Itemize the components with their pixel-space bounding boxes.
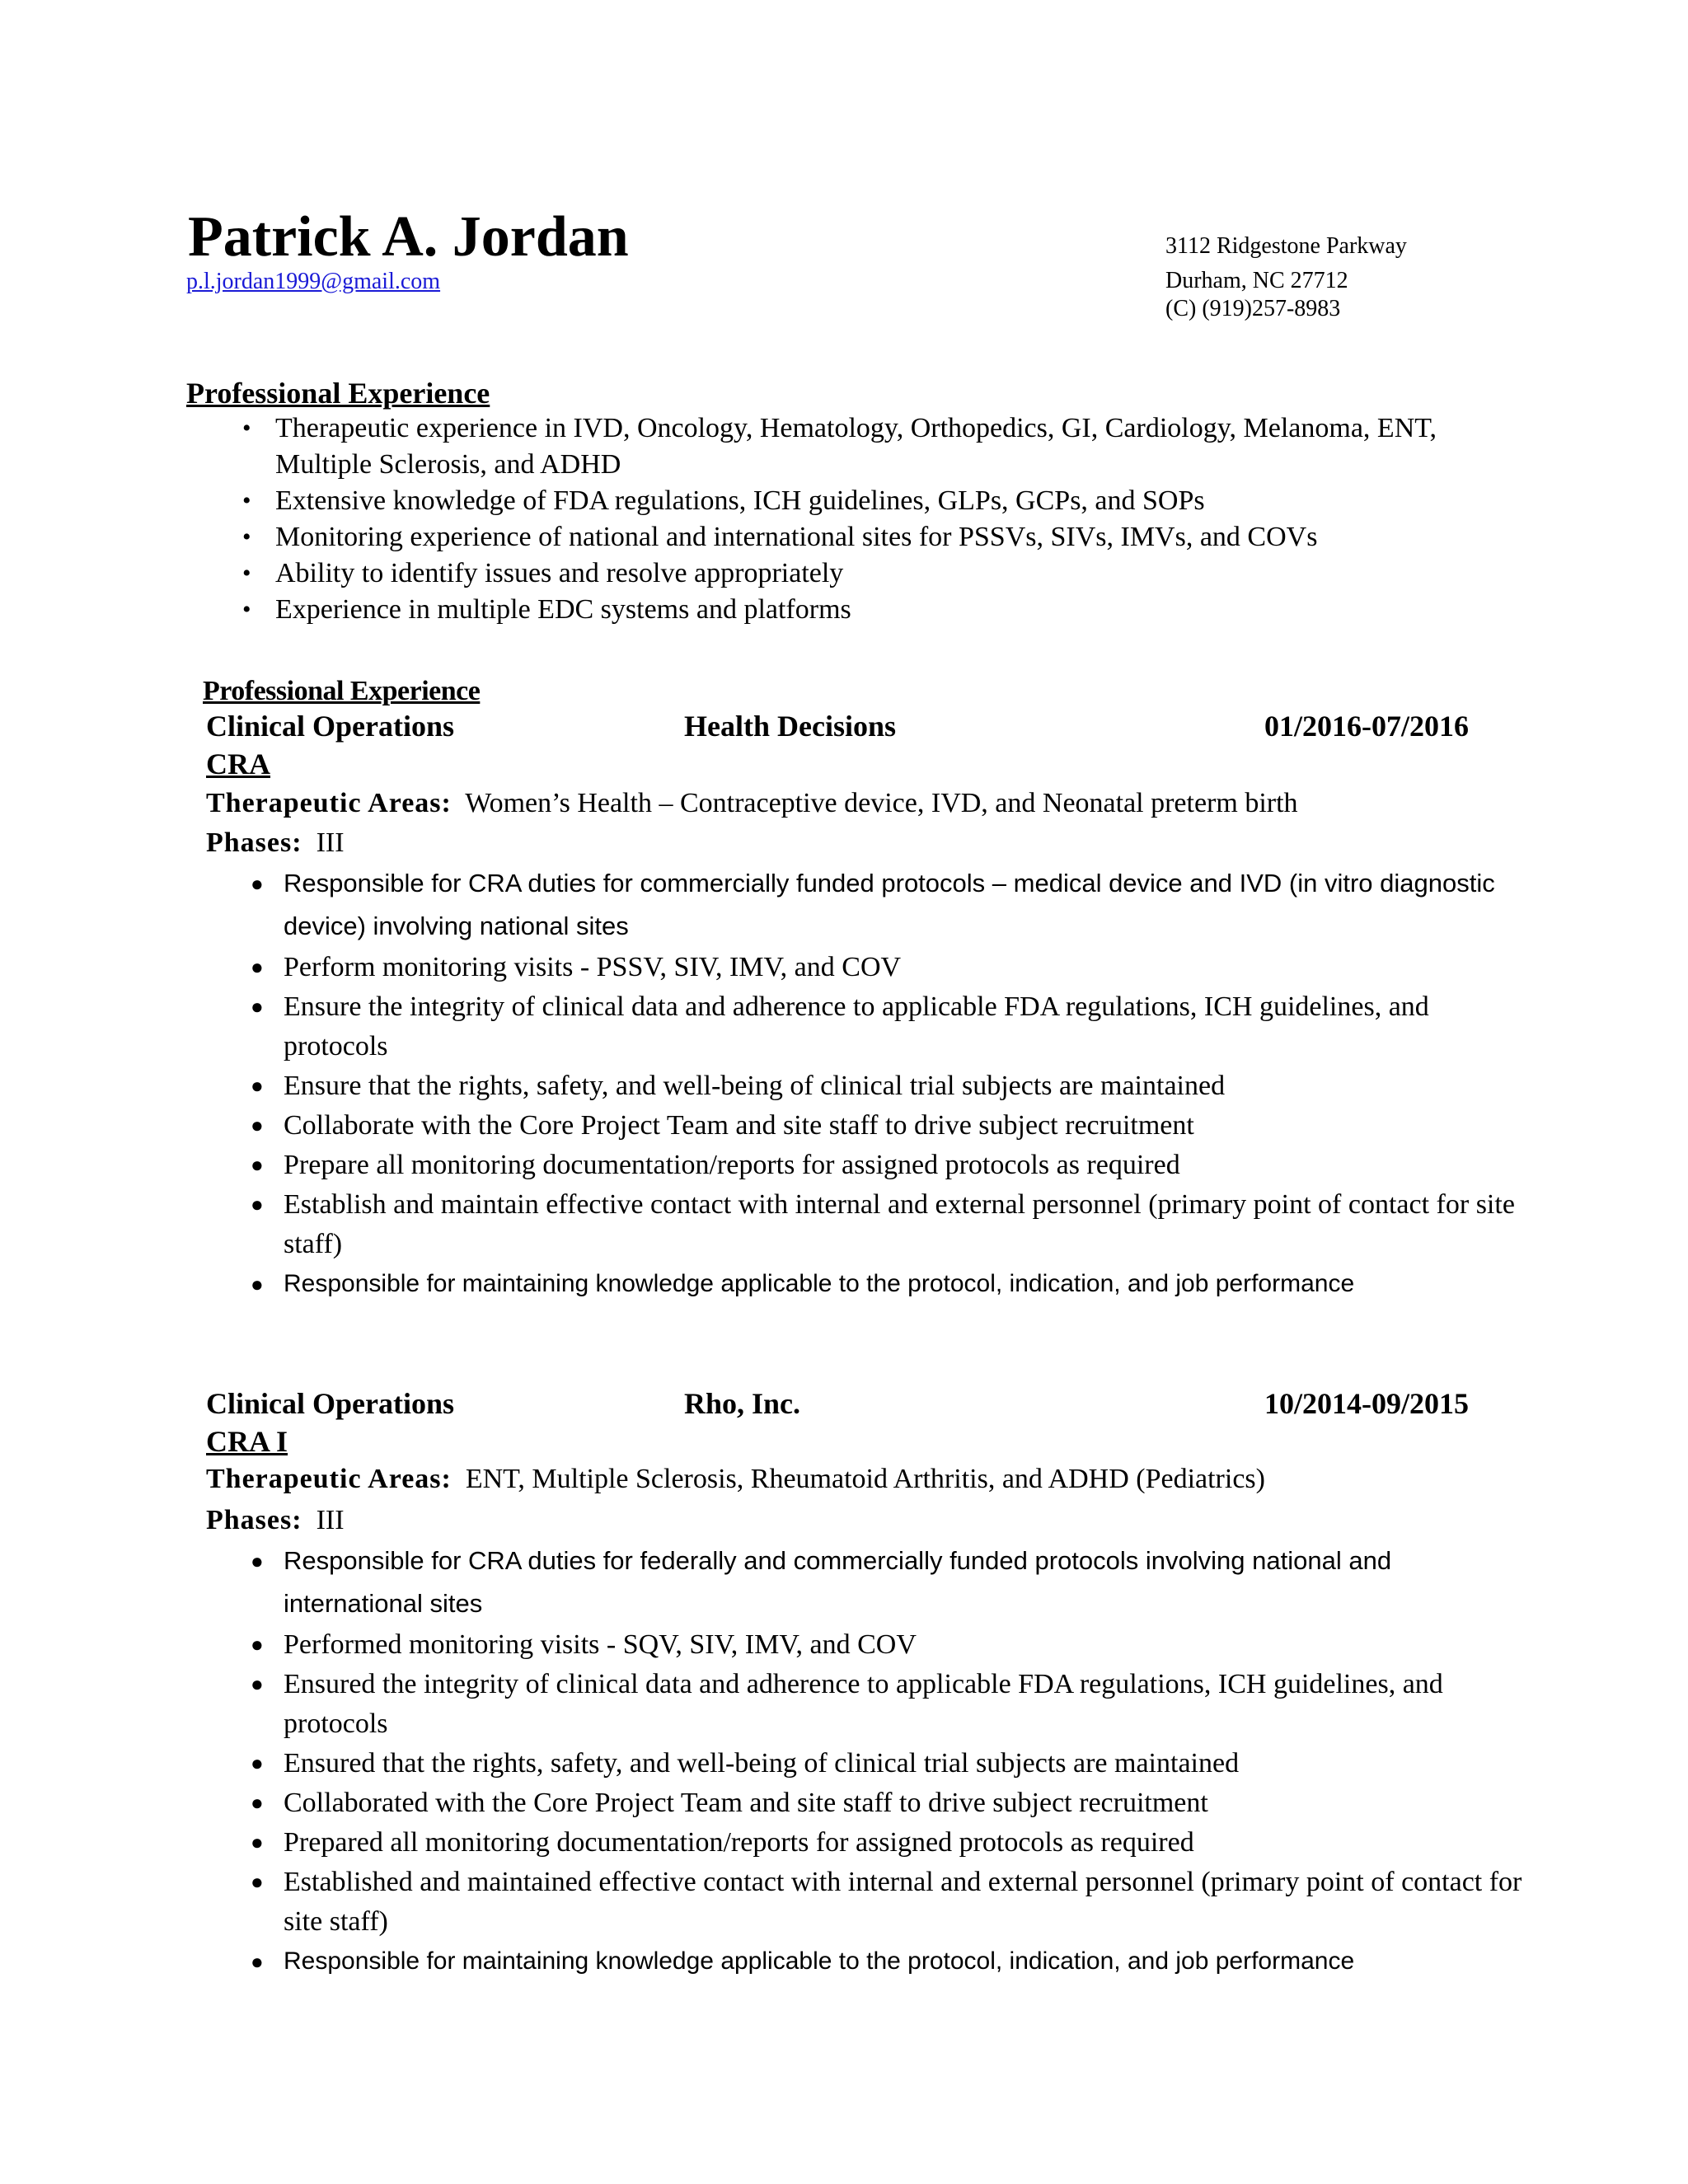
list-item: ● Responsible for CRA duties for federally and commercially funded protocols involving national and international sites <box>206 1540 1525 1625</box>
bullet-icon: ● <box>251 1193 264 1216</box>
bullet-icon: ● <box>251 1153 264 1177</box>
job-role: Clinical Operations <box>206 710 455 743</box>
summary-list <box>198 410 1484 628</box>
bullet-icon: ● <box>251 1074 264 1098</box>
job-company: Rho, Inc. <box>684 1387 801 1420</box>
list-item: ● Collaborate with the Core Project Team and site staff to drive subject recruitment <box>206 1106 1525 1146</box>
list-item: ● Ensured the integrity of clinical data and adherence to applicable FDA regulations, ICH guidelines, and protocols <box>206 1665 1525 1744</box>
bullet-icon: • <box>242 415 251 442</box>
bullet-icon: • <box>242 560 251 587</box>
list-item: ● Collaborated with the Core Project Team and site staff to drive subject recruitment <box>206 1783 1525 1823</box>
list-item: ● Responsible for CRA duties for commercially funded protocols – medical device and IVD (in vitro diagnostic device) involving national sites <box>206 862 1525 948</box>
bullet-icon: ● <box>251 1949 264 1974</box>
list-item: ● Performed monitoring visits - SQV, SIV, IMV, and COV <box>206 1625 1525 1665</box>
list-item: ● Prepare all monitoring documentation/reports for assigned protocols as required <box>206 1146 1525 1185</box>
list-item: ● Ensure that the rights, safety, and well-being of clinical trial subjects are maintained <box>206 1066 1525 1106</box>
candidate-name: Patrick A. Jordan <box>188 205 629 269</box>
job-title: CRA I <box>206 1425 288 1458</box>
bullet-icon: ● <box>251 1791 264 1815</box>
bullet-icon: • <box>242 487 251 514</box>
email-link[interactable]: p.l.jordan1999@gmail.com <box>186 269 441 294</box>
list-item: ● Prepared all monitoring documentation/reports for assigned protocols as required <box>206 1823 1525 1863</box>
job-dates: 10/2014-09/2015 <box>1264 1387 1469 1420</box>
bullet-icon: ● <box>251 871 264 896</box>
bullet-icon: ● <box>251 1272 264 1296</box>
list-item: • Monitoring experience of national and international sites for PSSVs, SIVs, IMVs, and COVs <box>198 519 1484 555</box>
list-item: ● Establish and maintain effective contact with internal and external personnel (primary point of contact for site staff) <box>206 1185 1525 1264</box>
bullet-icon: • <box>242 596 251 623</box>
bullet-icon: ● <box>251 1830 264 1854</box>
bullet-icon: ● <box>251 1870 264 1894</box>
bullet-icon: ● <box>251 995 264 1019</box>
therapeutic-areas: Therapeutic Areas: ENT, Multiple Sclerosis, Rheumatoid Arthritis, and ADHD (Pediatrics) <box>206 1464 1265 1494</box>
list-item: • Therapeutic experience in IVD, Oncology, Hematology, Orthopedics, GI, Cardiology, Melanoma, ENT, Multiple Sclerosis, and ADHD <box>198 410 1484 483</box>
list-item: • Ability to identify issues and resolve appropriately <box>198 555 1484 592</box>
phases: Phases: III <box>206 827 345 858</box>
summary-section-title: Professional Experience <box>186 377 490 410</box>
address-line-city: Durham, NC 27712 <box>1165 268 1348 293</box>
bullet-icon: ● <box>251 955 264 979</box>
job-dates: 01/2016-07/2016 <box>1264 710 1469 743</box>
phone-number: (C) (919)257-8983 <box>1165 296 1341 321</box>
list-item: ● Established and maintained effective contact with internal and external personnel (primary point of contact for site staff) <box>206 1863 1525 1942</box>
list-item: ● Responsible for maintaining knowledge applicable to the protocol, indication, and job performance <box>206 1942 1525 1981</box>
therapeutic-areas: Therapeutic Areas: Women’s Health – Contraceptive device, IVD, and Neonatal preterm birth <box>206 788 1298 818</box>
bullet-icon: • <box>242 523 251 551</box>
list-item: ● Perform monitoring visits - PSSV, SIV, IMV, and COV <box>206 948 1525 987</box>
address-line-street: 3112 Ridgestone Parkway <box>1165 233 1407 259</box>
bullet-icon: ● <box>251 1751 264 1775</box>
bullet-icon: ● <box>251 1113 264 1137</box>
experience-section-title: Professional Experience <box>203 676 481 706</box>
job-role: Clinical Operations <box>206 1387 455 1420</box>
job-bullets <box>206 862 1525 1304</box>
list-item: ● Ensured that the rights, safety, and well-being of clinical trial subjects are maintained <box>206 1744 1525 1783</box>
list-item: ● Ensure the integrity of clinical data and adherence to applicable FDA regulations, ICH guidelines, and protocols <box>206 987 1525 1066</box>
list-item: • Extensive knowledge of FDA regulations, ICH guidelines, GLPs, GCPs, and SOPs <box>198 483 1484 519</box>
job-bullets <box>206 1540 1525 1981</box>
job-title: CRA <box>206 748 270 780</box>
list-item: ● Responsible for maintaining knowledge applicable to the protocol, indication, and job performance <box>206 1264 1525 1304</box>
bullet-icon: ● <box>251 1672 264 1696</box>
list-item: • Experience in multiple EDC systems and platforms <box>198 592 1484 628</box>
job-company: Health Decisions <box>684 710 896 743</box>
bullet-icon: ● <box>251 1633 264 1657</box>
phases: Phases: III <box>206 1505 345 1535</box>
bullet-icon: ● <box>251 1549 264 1573</box>
